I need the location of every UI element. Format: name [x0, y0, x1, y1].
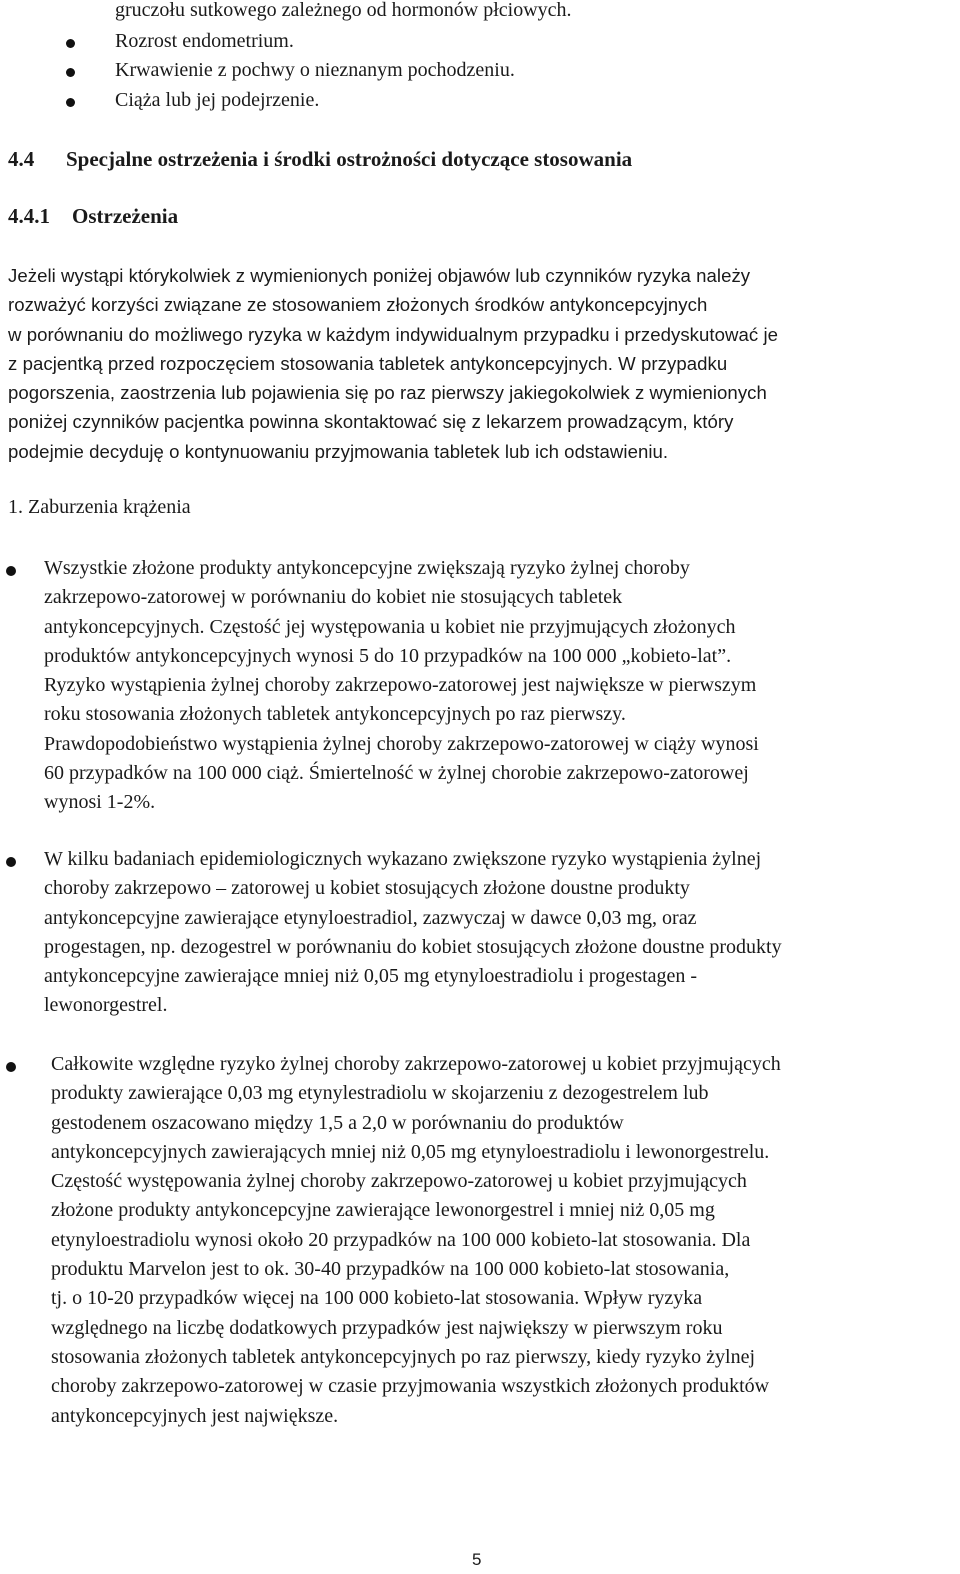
text-line: choroby zakrzepowo – zatorowej u kobiet stosujących złożone doustne produkty [44, 877, 690, 900]
list-item-text: Rozrost endometrium. [115, 30, 294, 52]
section-number: 4.4 [8, 147, 35, 171]
text-line: etynyloestradiolu wynosi około 20 przypadków na 100 000 kobieto-lat stosowania. Dla [51, 1228, 751, 1251]
list-item-text: Krwawienie z pochwy o nieznanym pochodzeniu. [115, 59, 515, 81]
circulation-heading: 1. Zaburzenia krążenia [8, 496, 191, 518]
text-line: Jeżeli wystąpi którykolwiek z wymienionych poniżej objawów lub czynników ryzyka należy [8, 265, 751, 286]
text-line: pogorszenia, zaostrzenia lub pojawienia się po raz pierwszy jakiegokolwiek z wymienionych [8, 382, 767, 404]
text-line: choroby zakrzepowo-zatorowej w czasie przyjmowania wszystkich złożonych produktów [51, 1375, 770, 1398]
text-line: poniżej czynników pacjentka powinna skontaktować się z lekarzem prowadzącym, który [8, 411, 734, 433]
text-line: wynosi 1-2%. [44, 791, 156, 814]
bullet-icon [66, 98, 75, 107]
text-line: stosowania złożonych tabletek antykoncepcyjnych po raz pierwszy, kiedy ryzyko żylnej [51, 1345, 756, 1368]
list-item [0, 27, 960, 57]
text-line: produkty zawierające 0,03 mg etynylestradiolu w skojarzeniu z dezogestrelem lub [51, 1082, 709, 1105]
text-line: roku stosowania złożonych tabletek antykoncepcyjnych po raz pierwszy. [44, 703, 626, 726]
section-heading [8, 145, 632, 174]
list-item-text: Ciąża lub jej podejrzenie. [115, 89, 320, 111]
section-title: Specjalne ostrzeżenia i środki ostrożności dotyczące stosowania [66, 147, 633, 171]
text-line: w porównaniu do możliwego ryzyka w każdym indywidualnym przypadku i przedyskutować je [8, 323, 779, 345]
text-line: antykoncepcyjnych jest największe. [51, 1404, 339, 1427]
list-item-text [44, 554, 759, 818]
text-line: Częstość występowania żylnej choroby zakrzepowo-zatorowej u kobiet przyjmujących [51, 1170, 747, 1193]
bullet-icon [6, 857, 16, 867]
bullet-icon [6, 566, 16, 576]
text-line: antykoncepcyjnych. Częstość jej występowania u kobiet nie przyjmujących złożonych [44, 615, 736, 638]
bullet-icon [66, 68, 75, 77]
bullet-icon [66, 39, 75, 48]
text-line: podejmie decyduję o kontynuowaniu przyjmowania tabletek lub ich odstawieniu. [8, 440, 669, 462]
list-item-text [44, 845, 782, 1021]
text-line: antykoncepcyjne zawierające mniej niż 0,05 mg etynyloestradiolu i progestagen - [44, 965, 698, 988]
text-line: rozważyć korzyści związane ze stosowaniem złożonych środków antykoncepcyjnych [8, 294, 708, 316]
text-line: gestodenem oszacowano między 1,5 a 2,0 w porównaniu do produktów [51, 1111, 624, 1134]
text-line: zakrzepowo-zatorowej w porównaniu do kobiet nie stosujących tabletek [44, 586, 623, 609]
subsection-number: 4.4.1 [8, 204, 50, 228]
text-line: z pacjentką przed rozpoczęciem stosowania tabletek antykoncepcyjnych. W przypadku [8, 352, 728, 374]
text-line: 60 przypadków na 100 000 ciąż. Śmiertelność w żylnej chorobie zakrzepowo-zatorowej [44, 762, 749, 785]
list-item-text [51, 1050, 781, 1431]
text-line: progestagen, np. dezogestrel w porównaniu do kobiet stosujących złożone doustne produkty [44, 935, 782, 958]
subsection-heading [8, 202, 178, 231]
subsection-title: Ostrzeżenia [72, 204, 179, 228]
text-line: względnego na liczbę dodatkowych przypadków jest największy w pierwszym roku [51, 1316, 723, 1339]
text-line: lewonorgestrel. [44, 994, 168, 1017]
text-line: produktów antykoncepcyjnych wynosi 5 do 10 przypadków na 100 000 „kobieto-lat”. [44, 644, 732, 667]
text-line: produktu Marvelon jest to ok. 30-40 przypadków na 100 000 kobieto-lat stosowania, [51, 1258, 730, 1281]
text-line: antykoncepcyjne zawierające etynyloestradiol, zazwyczaj w dawce 0,03 mg, oraz [44, 906, 697, 929]
bullet-icon [6, 1062, 16, 1072]
text-line: tj. o 10-20 przypadków więcej na 100 000 kobieto-lat stosowania. Wpływ ryzyka [51, 1287, 703, 1310]
list-item [0, 56, 960, 86]
list-item [0, 86, 960, 116]
continuation-text: gruczołu sutkowego zależnego od hormonów płciowych. [115, 0, 572, 21]
text-line: antykoncepcyjnych zawierających mniej niż 0,05 mg etynyloestradiolu i lewonorgestrelu. [51, 1140, 770, 1163]
page-number: 5 [472, 1550, 482, 1569]
text-line: Prawdopodobieństwo wystąpienia żylnej choroby zakrzepowo-zatorowej w ciąży wynosi [44, 732, 759, 755]
text-line: Ryzyko wystąpienia żylnej choroby zakrzepowo-zatorowej jest największe w pierwszym [44, 674, 757, 697]
text-line: W kilku badaniach epidemiologicznych wykazano zwiększone ryzyko wystąpienia żylnej [44, 848, 762, 870]
text-line: złożone produkty antykoncepcyjne zawierające lewonorgestrel i mniej niż 0,05 mg [51, 1199, 715, 1222]
intro-paragraph [8, 261, 958, 466]
text-line: Wszystkie złożone produkty antykoncepcyjne zwiększają ryzyko żylnej choroby [44, 557, 690, 579]
text-line: Całkowite względne ryzyko żylnej choroby zakrzepowo-zatorowej u kobiet przyjmujących [51, 1053, 781, 1075]
